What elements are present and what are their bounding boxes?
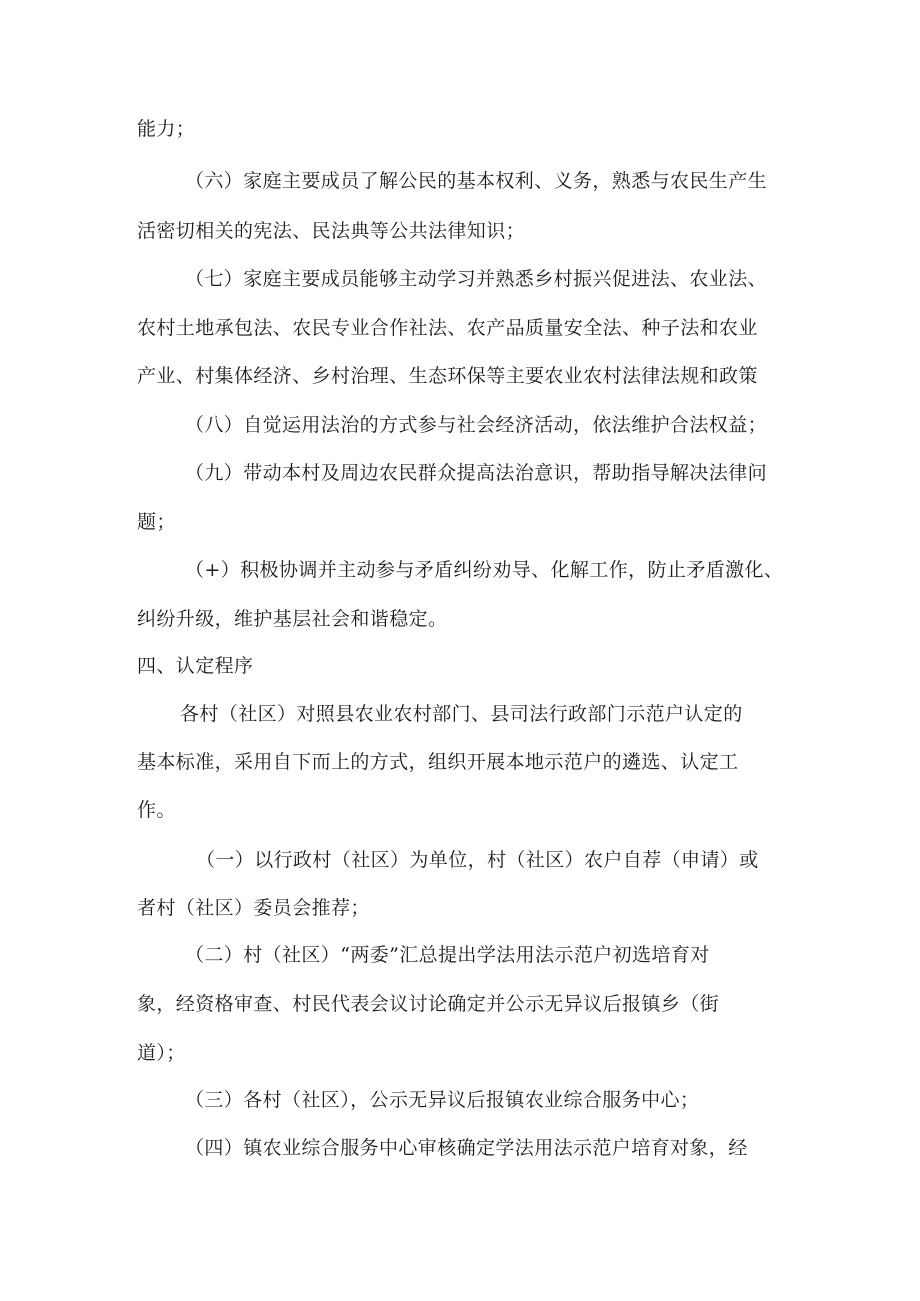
text-line: （六）家庭主要成员了解公民的基本权利、义务，熟悉与农民生产生 [185,170,768,192]
text-line: 能力； [137,118,196,140]
text-line: （七）家庭主要成员能够主动学习并熟悉乡村振兴促进法、农业法、 [185,268,768,290]
text-line: 产业、村集体经济、乡村治理、生态环保等主要农业农村法律法规和政策 [137,365,758,387]
text-line: （三）各村（社区），公示无异议后报镇农业综合服务中心； [185,1089,700,1111]
text-line: （一）以行政村（社区）为单位，村（社区）农户自荐（申请）或 [196,849,759,871]
section-heading: 四、认定程序 [137,655,254,677]
text-line: 纠纷升级，维护基层社会和谐稳定。 [137,608,448,630]
text-line: 作。 [137,799,176,821]
text-line: 农村土地承包法、农民专业合作社法、农产品质量安全法、种子法和农业 [137,317,758,339]
text-line: 活密切相关的宪法、民法典等公共法律知识； [137,220,526,242]
text-line: 者村（社区）委员会推荐； [137,897,370,919]
text-line: （+）积极协调并主动参与矛盾纠纷劝导、化解工作，防止矛盾激化、 [185,559,784,581]
text-line: 象，经资格审查、村民代表会议讨论确定并公示无异议后报镇乡（街 [137,993,720,1015]
text-line: 基本标准，采用自下而上的方式，组织开展本地示范户的遴选、认定工 [137,751,739,773]
text-line: （四）镇农业综合服务中心审核确定学法用法示范户培育对象，经 [185,1137,748,1159]
text-line: 道）； [137,1042,186,1064]
text-line: （九）带动本村及周边农民群众提高法治意识，帮助指导解决法律问 [185,462,768,484]
text-line: （二）村（社区）“两委”汇总提出学法用法示范户初选培育对 [185,944,710,966]
text-line: （八）自觉运用法治的方式参与社会经济活动，依法维护合法权益； [185,414,768,436]
text-line: 题； [137,511,176,533]
text-line: 各村（社区）对照县农业农村部门、县司法行政部门示范户认定的 [180,703,743,725]
